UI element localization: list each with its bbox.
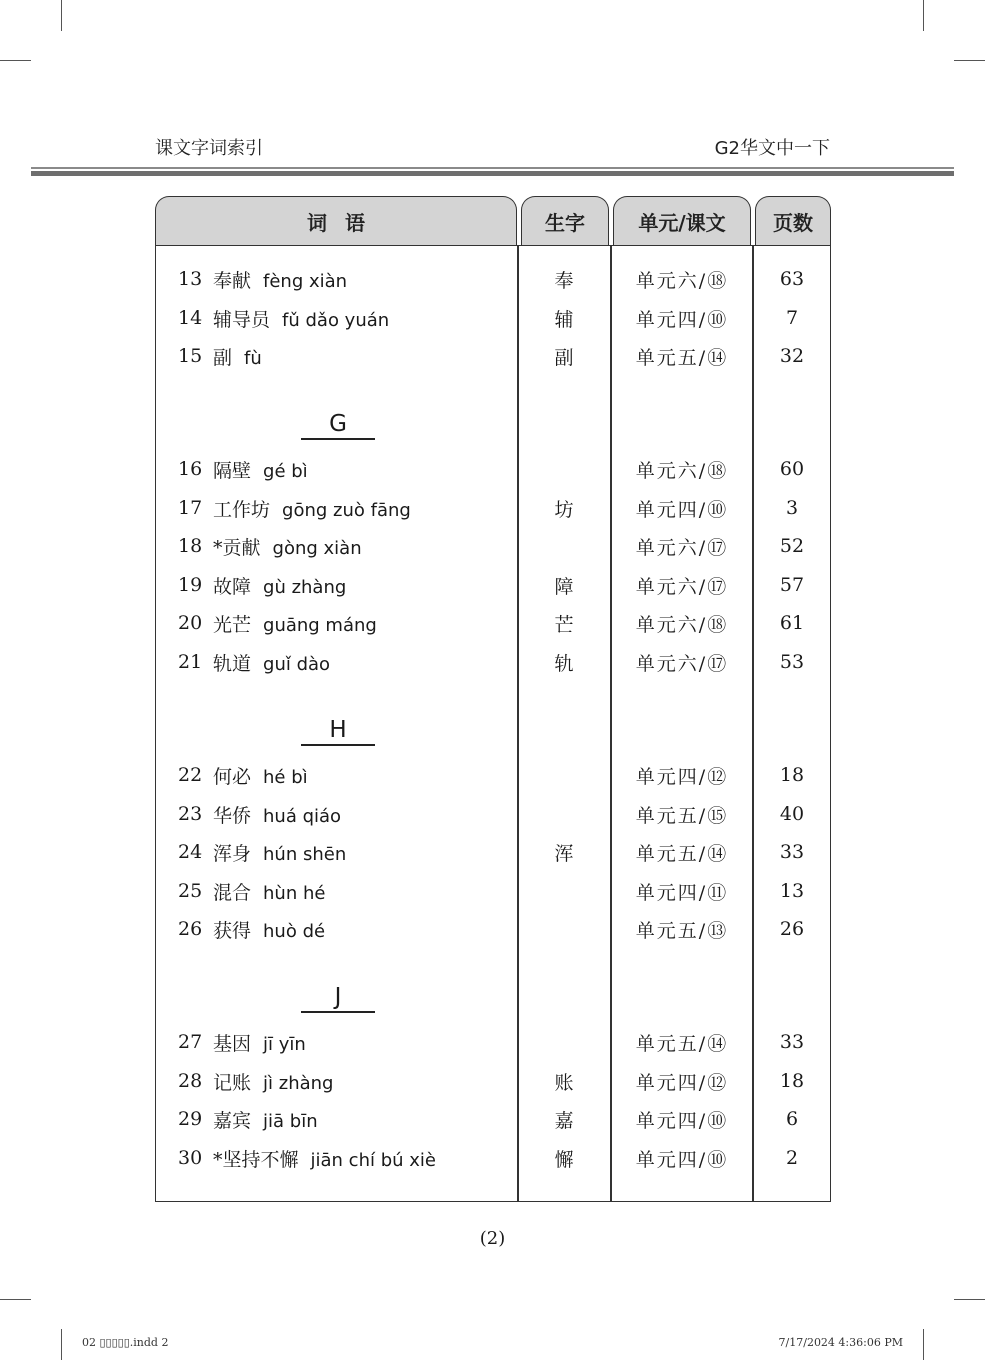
- page-ref: 53: [779, 651, 805, 673]
- table-row: [155, 756, 831, 794]
- index-table: [155, 196, 831, 1202]
- unit-lesson: 单元四/⑫: [635, 765, 729, 788]
- crop-mark: [954, 60, 985, 61]
- new-char: 懈: [554, 1148, 574, 1171]
- crop-mark: [954, 1299, 985, 1300]
- new-char: 奉: [554, 269, 574, 292]
- row-number: 26: [178, 918, 203, 940]
- word-entry: 记账 jì zhàng: [213, 1071, 334, 1094]
- table-row: [155, 604, 831, 642]
- table-row: [155, 299, 831, 337]
- unit-lesson: 单元六/⑰: [635, 536, 729, 559]
- page-ref: 7: [785, 307, 799, 329]
- row-number: 19: [178, 574, 203, 596]
- pinyin: jiā bīn: [263, 1110, 318, 1132]
- crop-mark: [0, 1299, 31, 1300]
- word-entry: 浑身 hún shēn: [213, 842, 347, 865]
- section-letter-g: G: [301, 412, 375, 440]
- unit-lesson: 单元四/⑩: [635, 308, 729, 331]
- page-ref: 33: [779, 841, 805, 863]
- pinyin: fèng xiàn: [263, 270, 348, 292]
- new-char: 嘉: [554, 1109, 574, 1132]
- unit-lesson: 单元六/⑱: [635, 613, 729, 636]
- table-row: [155, 1139, 831, 1177]
- pinyin: hún shēn: [263, 843, 347, 865]
- word-entry: 嘉宾 jiā bīn: [213, 1109, 318, 1132]
- section-letter-j: J: [301, 985, 375, 1013]
- header-rule-thick: [31, 171, 954, 176]
- word-entry: *贡献 gòng xiàn: [213, 536, 362, 559]
- row-number: 16: [178, 458, 203, 480]
- word-entry: 故障 gù zhàng: [213, 575, 347, 598]
- new-char: 账: [554, 1071, 574, 1094]
- table-row: [155, 260, 831, 298]
- unit-lesson: 单元六/⑰: [635, 575, 729, 598]
- pinyin: guāng máng: [263, 614, 377, 636]
- word-entry: *坚持不懈 jiān chí bú xiè: [213, 1148, 436, 1171]
- crop-mark: [61, 1329, 62, 1360]
- row-number: 15: [178, 345, 203, 367]
- page-ref: 13: [779, 880, 805, 902]
- row-number: 30: [178, 1147, 203, 1169]
- row-number: 18: [178, 535, 203, 557]
- row-number: 28: [178, 1070, 203, 1092]
- pinyin: fù: [244, 347, 262, 369]
- word-entry: 奉献 fèng xiàn: [213, 269, 348, 292]
- row-number: 29: [178, 1108, 203, 1130]
- running-head-left: 课文字词索引: [155, 138, 263, 159]
- unit-lesson: 单元五/⑮: [635, 804, 729, 827]
- crop-mark: [61, 0, 62, 31]
- row-number: 20: [178, 612, 203, 634]
- unit-lesson: 单元四/⑪: [635, 881, 729, 904]
- row-number: 14: [178, 307, 203, 329]
- table-row: [155, 872, 831, 910]
- row-number: 27: [178, 1031, 203, 1053]
- word-entry: 获得 huò dé: [213, 919, 326, 942]
- page-ref: 2: [785, 1147, 799, 1169]
- crop-mark: [0, 60, 31, 61]
- pinyin: gù zhàng: [263, 576, 347, 598]
- print-slug-timestamp: 7/17/2024 4:36:06 PM: [778, 1336, 903, 1349]
- print-slug-filename: 02 ▯▯▯▯▯.indd 2: [82, 1336, 169, 1349]
- unit-lesson: 单元五/⑬: [635, 919, 729, 942]
- new-char: 轨: [554, 652, 574, 675]
- pinyin: fǔ dǎo yuán: [282, 309, 390, 331]
- word-entry: 辅导员 fǔ dǎo yuán: [213, 308, 390, 331]
- table-row: [155, 1100, 831, 1138]
- new-char: 辅: [554, 308, 574, 331]
- table-row: [155, 1023, 831, 1061]
- page-ref: 18: [779, 764, 805, 786]
- crop-mark: [923, 1329, 924, 1360]
- word-entry: 基因 jī yīn: [213, 1032, 306, 1055]
- page-ref: 3: [785, 497, 799, 519]
- pinyin: jì zhàng: [263, 1072, 334, 1094]
- column-header-unit: 单元/课文: [613, 196, 751, 246]
- page-ref: 63: [779, 268, 805, 290]
- table-row: [155, 643, 831, 681]
- column-header-page: 页数: [755, 196, 831, 246]
- word-entry: 华侨 huá qiáo: [213, 804, 342, 827]
- row-number: 23: [178, 803, 203, 825]
- table-row: [155, 910, 831, 948]
- table-row: [155, 833, 831, 871]
- unit-lesson: 单元六/⑱: [635, 459, 729, 482]
- unit-lesson: 单元四/⑫: [635, 1071, 729, 1094]
- unit-lesson: 单元四/⑩: [635, 498, 729, 521]
- unit-lesson: 单元四/⑩: [635, 1109, 729, 1132]
- row-number: 22: [178, 764, 203, 786]
- page-ref: 60: [779, 458, 805, 480]
- header-rule: [31, 167, 954, 169]
- page-ref: 6: [785, 1108, 799, 1130]
- pinyin: jiān chí bú xiè: [310, 1149, 436, 1171]
- pinyin: guǐ dào: [263, 653, 331, 675]
- pinyin: gōng zuò fāng: [282, 499, 411, 521]
- column-header-char: 生字: [521, 196, 609, 246]
- page-ref: 18: [779, 1070, 805, 1092]
- pinyin: hùn hé: [263, 882, 326, 904]
- word-entry: 隔壁 gé bì: [213, 459, 308, 482]
- row-number: 17: [178, 497, 203, 519]
- word-entry: 光芒 guāng máng: [213, 613, 377, 636]
- unit-lesson: 单元六/⑰: [635, 652, 729, 675]
- word-entry: 副 fù: [213, 346, 262, 369]
- crop-mark: [923, 0, 924, 31]
- pinyin: gòng xiàn: [272, 537, 362, 559]
- new-char: 副: [554, 346, 574, 369]
- page-ref: 57: [779, 574, 805, 596]
- unit-lesson: 单元五/⑭: [635, 842, 729, 865]
- row-number: 24: [178, 841, 203, 863]
- page-ref: 40: [779, 803, 805, 825]
- new-char: 障: [554, 575, 574, 598]
- running-head-right: G2华文中一下: [714, 138, 830, 159]
- new-char: 坊: [554, 498, 574, 521]
- row-number: 13: [178, 268, 203, 290]
- pinyin: jī yīn: [263, 1033, 306, 1055]
- pinyin: huò dé: [263, 920, 326, 942]
- word-entry: 轨道 guǐ dào: [213, 652, 331, 675]
- table-row: [155, 1062, 831, 1100]
- unit-lesson: 单元四/⑩: [635, 1148, 729, 1171]
- table-row: [155, 337, 831, 375]
- word-entry: 混合 hùn hé: [213, 881, 326, 904]
- unit-lesson: 单元六/⑱: [635, 269, 729, 292]
- page-ref: 52: [779, 535, 805, 557]
- section-letter-h: H: [301, 718, 375, 746]
- page-ref: 26: [779, 918, 805, 940]
- row-number: 21: [178, 651, 203, 673]
- word-entry: 工作坊 gōng zuò fāng: [213, 498, 411, 521]
- row-number: 25: [178, 880, 203, 902]
- pinyin: hé bì: [263, 766, 308, 788]
- page-ref: 61: [779, 612, 805, 634]
- table-row: [155, 566, 831, 604]
- table-row: [155, 795, 831, 833]
- new-char: 芒: [554, 613, 574, 636]
- pinyin: huá qiáo: [263, 805, 342, 827]
- column-header-word: 词语: [155, 196, 517, 246]
- pinyin: gé bì: [263, 460, 308, 482]
- page-ref: 33: [779, 1031, 805, 1053]
- page-ref: 32: [779, 345, 805, 367]
- table-row: [155, 489, 831, 527]
- unit-lesson: 单元五/⑭: [635, 346, 729, 369]
- word-entry: 何必 hé bì: [213, 765, 308, 788]
- table-row: [155, 527, 831, 565]
- table-row: [155, 450, 831, 488]
- unit-lesson: 单元五/⑭: [635, 1032, 729, 1055]
- new-char: 浑: [554, 842, 574, 865]
- page-number: (2): [479, 1228, 506, 1249]
